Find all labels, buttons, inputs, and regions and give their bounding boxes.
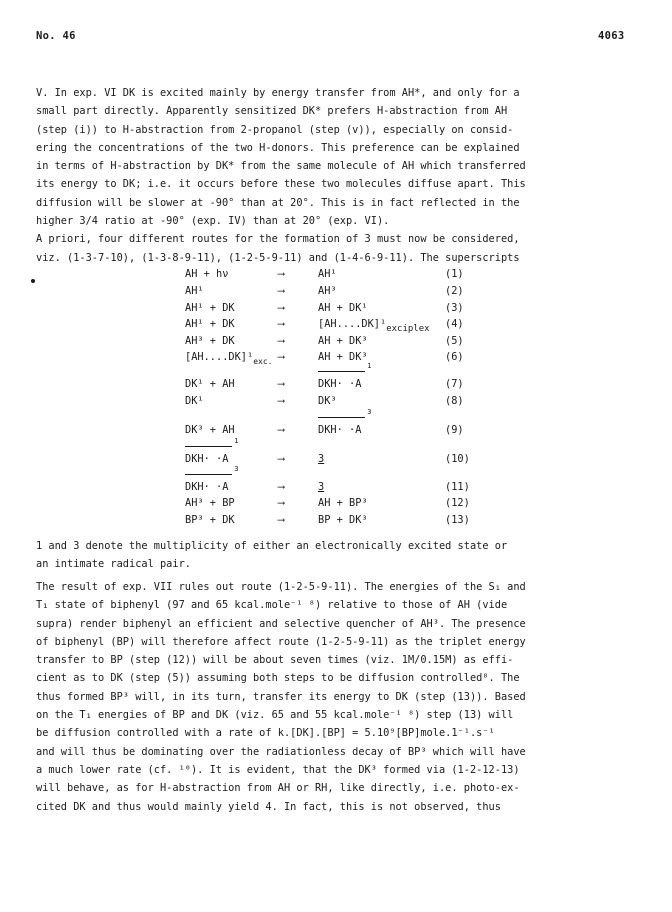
products: BP + DK³ — [318, 514, 368, 526]
exciplex-formula: [AH....DK]¹ — [318, 318, 387, 330]
compound-number: 3 — [318, 481, 325, 493]
reaction-row — [0, 362, 672, 394]
text-line: an intimate radical pair. — [36, 558, 191, 571]
equation-number: (11) — [445, 481, 470, 493]
reaction-row — [0, 268, 672, 284]
text-line: ering the concentrations of the two H-donors. This preference can be explained — [36, 141, 520, 154]
text-line: be diffusion controlled with a rate of k.[DK].[BP] = 5.10⁹[BP]mole.1⁻¹.s⁻¹ — [36, 727, 495, 740]
reactants: AH¹ + DK — [185, 302, 235, 314]
reactants: DK¹ — [185, 395, 204, 407]
radical-pair — [185, 465, 239, 493]
equation-number: (12) — [445, 497, 470, 509]
overline — [185, 446, 232, 447]
exciplex-label: exciplex — [386, 324, 430, 334]
arrow-icon: ⟶ — [278, 318, 285, 330]
text-line: transfer to BP (step (12)) will be about seven times (viz. 1M/0.15M) as effi- — [36, 654, 514, 667]
radical-pair — [185, 437, 239, 465]
reaction-row — [0, 408, 672, 440]
text-line: on the T₁ energies of BP and DK (viz. 65 and 55 kcal.mole⁻¹ ⁸) step (13) will — [36, 709, 514, 722]
text-line: V. In exp. VI DK is excited mainly by energy transfer from AH*, and only for a — [36, 87, 520, 99]
text-line: diffusion will be slower at -90° than at 20°. This is in fact reflected in the — [36, 196, 520, 209]
arrow-icon: ⟶ — [278, 302, 285, 314]
page-number: 4063 — [598, 30, 625, 42]
reactants: AH¹ + DK — [185, 318, 235, 330]
products: AH¹ — [318, 268, 337, 280]
radical-pair-formula: DKH· ·A — [185, 481, 229, 493]
journal-number: No. 46 — [36, 30, 76, 42]
products: DK³ — [318, 395, 337, 407]
radical-pair-formula: DKH· ·A — [318, 424, 362, 436]
text-line: and will thus be dominating over the radiationless decay of BP³ which will have — [36, 745, 526, 758]
paragraph-exp-vi — [36, 84, 640, 267]
reaction-row — [0, 437, 672, 469]
arrow-icon: ⟶ — [278, 351, 285, 363]
text-line: in terms of H-abstraction by DK* from the same molecule of AH which transferred — [36, 160, 526, 173]
text-line: higher 3/4 ratio at -90° (exp. IV) than at 20° (exp. VI). — [36, 215, 390, 228]
reactants: AH³ + DK — [185, 335, 235, 347]
paragraph-exp-vii — [36, 578, 640, 816]
arrow-icon: ⟶ — [278, 497, 285, 509]
equation-number: (7) — [445, 378, 464, 390]
equation-number: (8) — [445, 395, 464, 407]
equation-number: (3) — [445, 302, 464, 314]
arrow-icon: ⟶ — [278, 268, 285, 280]
overline — [185, 474, 232, 475]
reactants: DK³ + AH — [185, 424, 235, 436]
equation-number: (2) — [445, 285, 464, 297]
multiplicity: 1 — [234, 437, 239, 445]
products: AH³ — [318, 285, 337, 297]
reaction-row — [0, 351, 672, 367]
text-line: of biphenyl (BP) will therefore affect route (1-2-5-9-11) as the triplet energy — [36, 635, 526, 648]
reactants: AH + hν — [185, 268, 229, 280]
reactants: BP³ + DK — [185, 514, 235, 526]
compound-number: 3 — [318, 453, 325, 465]
paragraph-multiplicity-note — [36, 537, 640, 574]
reaction-row — [0, 514, 672, 530]
reaction-row — [0, 302, 672, 318]
radical-pair — [318, 408, 372, 436]
text-line: its energy to DK; i.e. it occurs before these two molecules diffuse apart. This — [36, 178, 526, 191]
arrow-icon: ⟶ — [278, 335, 285, 347]
products — [318, 318, 430, 334]
arrow-icon: ⟶ — [278, 285, 285, 297]
text-line: viz. (1-3-7-10), (1-3-8-9-11), (1-2-5-9-11) and (1-4-6-9-11). The superscripts — [36, 251, 520, 264]
text-line: will behave, as for H-abstraction from AH or RH, like directly, i.e. photo-ex- — [36, 782, 520, 795]
equation-number: (13) — [445, 514, 470, 526]
text-line: 1 and 3 denote the multiplicity of either an electronically excited state or — [36, 540, 508, 552]
radical-pair — [318, 362, 372, 390]
text-line: cient as to DK (step (5)) assuming both steps to be diffusion controlled⁸. The — [36, 672, 520, 685]
overline — [318, 417, 365, 418]
reaction-row — [0, 465, 672, 497]
equation-number: (9) — [445, 424, 464, 436]
arrow-icon: ⟶ — [278, 395, 285, 407]
text-line: T₁ state of biphenyl (97 and 65 kcal.mole⁻¹ ⁸) relative to those of AH (vide — [36, 599, 508, 612]
reactants — [185, 351, 273, 366]
reactants — [185, 437, 239, 465]
multiplicity: 3 — [367, 408, 372, 416]
multiplicity: 3 — [234, 465, 239, 473]
products: AH + BP³ — [318, 497, 368, 509]
arrow-icon: ⟶ — [278, 481, 285, 493]
text-line: cited DK and thus would mainly yield 4. In fact, this is not observed, thus — [36, 800, 501, 813]
arrow-icon: ⟶ — [278, 424, 285, 436]
exciplex-label: exc. — [253, 357, 273, 366]
text-line: A priori, four different routes for the formation of 3 must now be considered, — [36, 233, 520, 246]
radical-pair-formula: DKH· ·A — [318, 378, 362, 390]
exciplex-formula: [AH....DK]¹ — [185, 351, 254, 363]
reactants: DK¹ + AH — [185, 378, 235, 390]
products — [318, 362, 372, 390]
arrow-icon: ⟶ — [278, 514, 285, 526]
equation-number: (5) — [445, 335, 464, 347]
equation-number: (10) — [445, 453, 470, 465]
reaction-row — [0, 395, 672, 411]
text-line: a much lower rate (cf. ¹⁰). It is evident, that the DK³ formed via (1-2-12-13) — [36, 763, 520, 776]
equation-number: (1) — [445, 268, 464, 280]
reaction-row — [0, 497, 672, 513]
text-line: small part directly. Apparently sensitized DK* prefers H-abstraction from AH — [36, 105, 508, 118]
products: AH + DK³ — [318, 335, 368, 347]
reactants: AH³ + BP — [185, 497, 235, 509]
reactants: AH¹ — [185, 285, 204, 297]
reaction-row — [0, 335, 672, 351]
multiplicity: 1 — [367, 362, 372, 370]
overline — [318, 371, 365, 372]
text-line: (step (i)) to H-abstraction from 2-propanol (step (v)), especially on consid- — [36, 123, 514, 136]
reaction-row — [0, 318, 672, 334]
products — [318, 408, 372, 436]
reactants — [185, 465, 239, 493]
radical-pair-formula: DKH· ·A — [185, 453, 229, 465]
products: AH + DK³ — [318, 351, 368, 363]
text-line: supra) render biphenyl an efficient and selective quencher of AH³. The presence — [36, 617, 526, 630]
equation-number: (6) — [445, 351, 464, 363]
reaction-row — [0, 285, 672, 301]
arrow-icon: ⟶ — [278, 378, 285, 390]
text-line: thus formed BP³ will, in its turn, transfer its energy to DK (step (13)). Based — [36, 690, 526, 703]
equation-number: (4) — [445, 318, 464, 330]
text-line: The result of exp. VII rules out route (1-2-5-9-11). The energies of the S₁ and — [36, 581, 526, 593]
arrow-icon: ⟶ — [278, 453, 285, 465]
products: AH + DK¹ — [318, 302, 368, 314]
